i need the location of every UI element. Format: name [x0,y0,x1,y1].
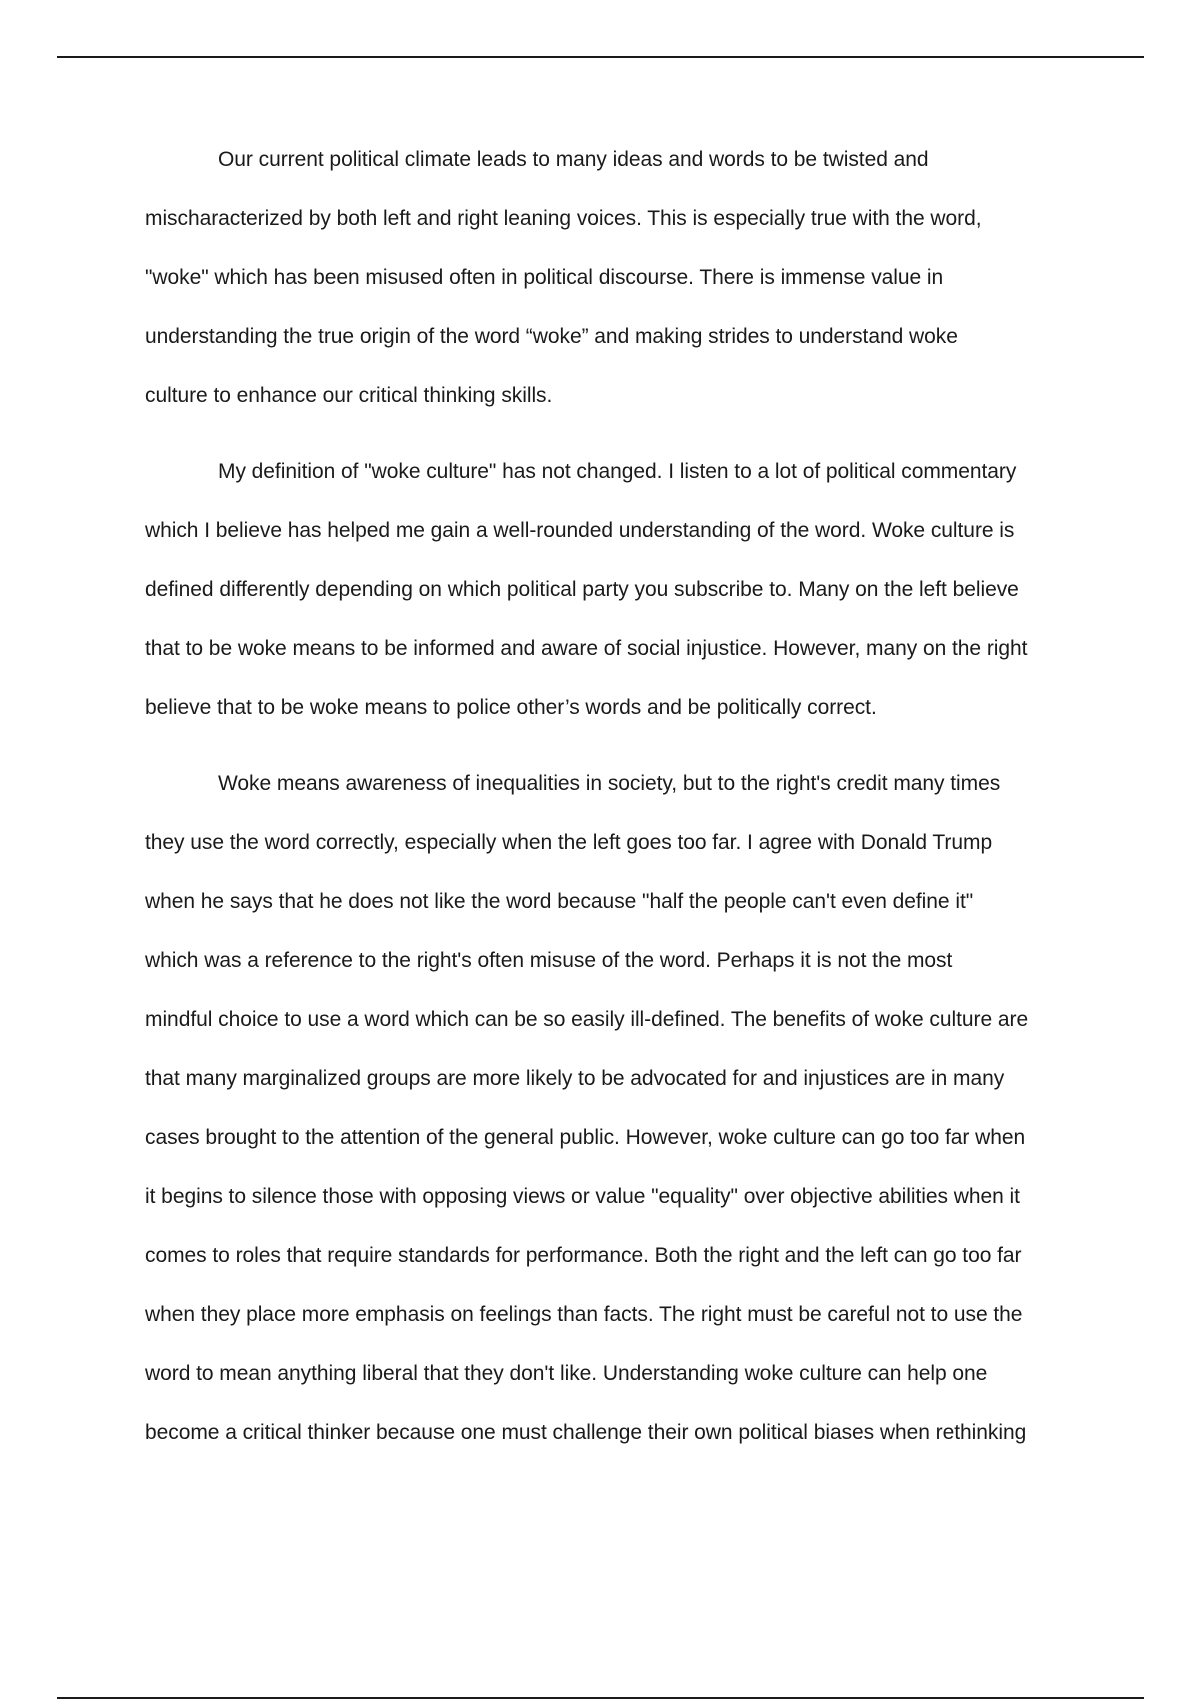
text-line: understanding the true origin of the word “woke” and making strides to understand woke [145,325,958,348]
text-line: when they place more emphasis on feelings than facts. The right must be careful not to use the [145,1303,1023,1326]
text-line: which I believe has helped me gain a well-rounded understanding of the word. Woke culture is [145,519,1015,542]
text-line: believe that to be woke means to police other’s words and be politically correct. [145,696,877,719]
document-body [145,136,1090,1468]
text-line: when he says that he does not like the word because "half the people can't even define it" [145,890,974,913]
text-line: that to be woke means to be informed and aware of social injustice. However, many on the right [145,637,1028,660]
header-rule [57,56,1144,58]
paragraph-2 [145,448,1090,743]
paragraph-3 [145,760,1090,1468]
text-line: cases brought to the attention of the general public. However, woke culture can go too far when [145,1126,1026,1149]
text-line: Our current political climate leads to many ideas and words to be twisted and [218,148,929,171]
text-line: that many marginalized groups are more likely to be advocated for and injustices are in many [145,1067,1005,1090]
text-line: culture to enhance our critical thinking skills. [145,384,553,407]
paragraph-spacing [145,743,1090,760]
footer-rule [57,1697,1144,1699]
paragraph-spacing [145,431,1090,448]
text-line: comes to roles that require standards for performance. Both the right and the left can go too far [145,1244,1022,1267]
text-line: word to mean anything liberal that they don't like. Understanding woke culture can help one [145,1362,988,1385]
text-line: it begins to silence those with opposing views or value "equality" over objective abilities when it [145,1185,1020,1208]
text-line: defined differently depending on which political party you subscribe to. Many on the left believe [145,578,1019,601]
text-line: become a critical thinker because one must challenge their own political biases when rethinking [145,1421,1027,1444]
text-line: mindful choice to use a word which can be so easily ill-defined. The benefits of woke culture are [145,1008,1029,1031]
paragraph-1 [145,136,1090,431]
text-line: which was a reference to the right's often misuse of the word. Perhaps it is not the most [145,949,953,972]
text-line: they use the word correctly, especially when the left goes too far. I agree with Donald Trump [145,831,993,854]
text-line: Woke means awareness of inequalities in society, but to the right's credit many times [218,772,1001,795]
text-line: "woke" which has been misused often in political discourse. There is immense value in [145,266,944,289]
text-line: My definition of "woke culture" has not changed. I listen to a lot of political commentary [218,460,1017,483]
text-line: mischaracterized by both left and right leaning voices. This is especially true with the word, [145,207,982,230]
